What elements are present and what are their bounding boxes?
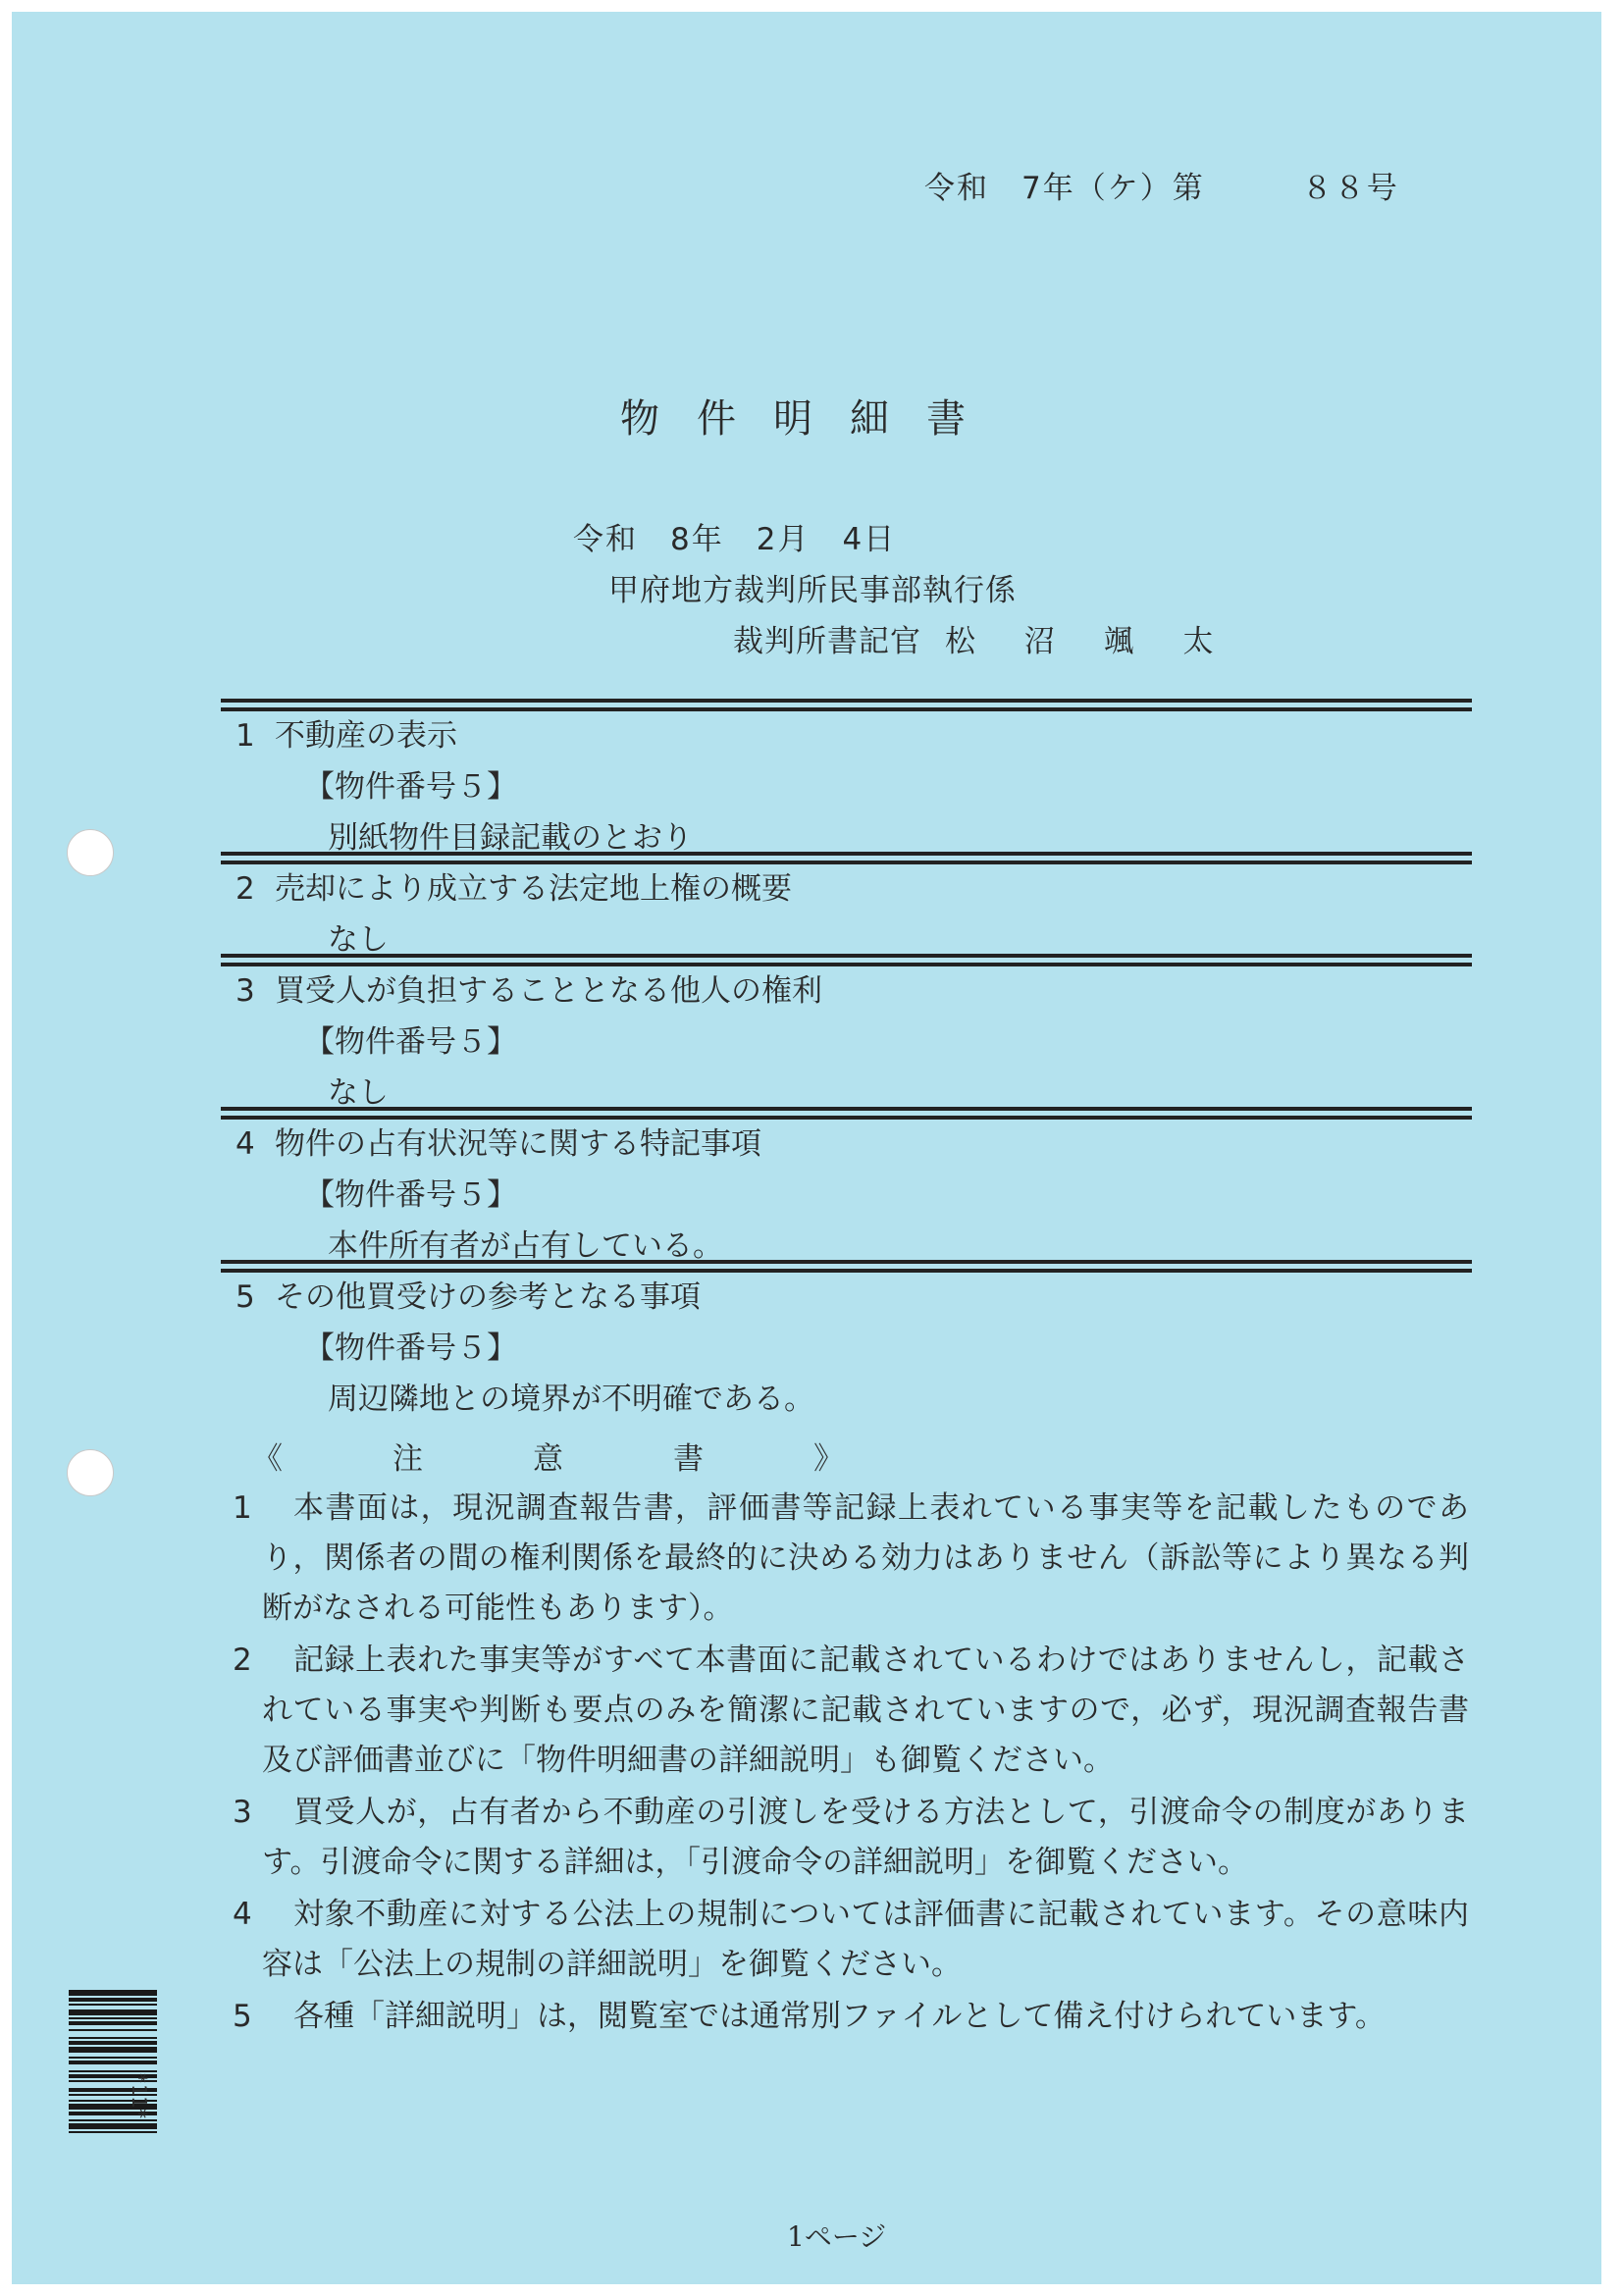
clerk-line (733, 622, 1233, 661)
notes-heading: 《 注 意 書 》 (252, 1441, 846, 1477)
property-number-label: 【物件番号５】 (304, 1024, 517, 1060)
barcode-bar (69, 2061, 157, 2064)
section-value: なし (328, 1075, 389, 1111)
court-name: 甲府地方裁判所民事部執行係 (608, 573, 1017, 608)
barcode-bar (69, 1998, 157, 2002)
note-item: 5 各種「詳細説明」は，閲覧室では通常別ファイルとして備え付けられています。 (233, 1999, 1386, 2034)
barcode-bar (69, 2041, 157, 2045)
document-title: 物件明細書 (620, 396, 1003, 442)
property-number-label: 【物件番号５】 (304, 769, 517, 805)
clerk-title: 裁判所書記官 (733, 624, 921, 659)
punch-hole (67, 829, 114, 876)
barcode-bar (69, 2131, 157, 2133)
barcode-bar (69, 2009, 157, 2015)
section-heading: 3 買受人が負担することとなる他人の権利 (236, 973, 822, 1009)
barcode-bar (69, 2029, 157, 2031)
issue-date: 令和 8年 2月 4日 (573, 522, 897, 557)
section-divider (221, 954, 1472, 966)
barcode-label: *11* (128, 2072, 151, 2120)
barcode-bar (69, 2119, 157, 2121)
clerk-name: 松 沼 颯 太 (945, 624, 1233, 659)
case-number: 令和 7年（ケ）第 ８８号 (924, 171, 1399, 206)
barcode-bar (69, 2017, 157, 2019)
section-value: なし (328, 922, 389, 958)
section-heading: 5 その他買受けの参考となる事項 (236, 1279, 701, 1315)
barcode-bar (69, 2047, 157, 2053)
note-item: 4 対象不動産に対する公法上の規制については評価書に記載されています。その意味内容は「公法上の規制の詳細説明」を御覧ください。 (233, 1897, 1469, 1982)
property-number-label: 【物件番号５】 (304, 1177, 517, 1213)
note-item: 1 本書面は，現況調査報告書，評価書等記録上表れている事実等を記載したものであり，関係者の間の権利関係を最終的に決める効力はありません（訴訟等により異なる判断がなされる可能性もあります）。 (233, 1490, 1469, 1626)
page-number: 1ページ (787, 2220, 887, 2253)
section-heading: 1 不動産の表示 (236, 718, 457, 754)
section-heading: 2 売却により成立する法定地上権の概要 (236, 871, 792, 907)
section-heading: 4 物件の占有状況等に関する特記事項 (236, 1126, 761, 1162)
document-page (12, 12, 1601, 2284)
punch-hole (67, 1449, 114, 1496)
barcode-bar (69, 2004, 157, 2006)
section-value: 本件所有者が占有している。 (328, 1228, 723, 1264)
section-value: 別紙物件目録記載のとおり (328, 820, 693, 856)
section-divider (221, 699, 1472, 711)
property-number-label: 【物件番号５】 (304, 1331, 517, 1366)
note-item: 2 記録上表れた事実等がすべて本書面に記載されているわけではありませんし，記載されている事実や判断も要点のみを簡潔に記載されていますので，必ず，現況調査報告書及び評価書並びに「物件明細書の詳細説明」も御覧ください。 (233, 1643, 1469, 1778)
barcode-bar (69, 2123, 157, 2129)
barcode-bar (69, 2021, 157, 2025)
barcode-bar (69, 2037, 157, 2039)
note-item: 3 買受人が，占有者から不動産の引渡しを受ける方法として，引渡命令の制度があります。引渡命令に関する詳細は，「引渡命令の詳細説明」を御覧ください。 (233, 1795, 1469, 1880)
barcode-bar (69, 1990, 157, 1996)
barcode-bar (69, 2057, 157, 2059)
section-divider (221, 1107, 1472, 1120)
section-value: 周辺隣地との境界が不明確である。 (328, 1382, 814, 1417)
